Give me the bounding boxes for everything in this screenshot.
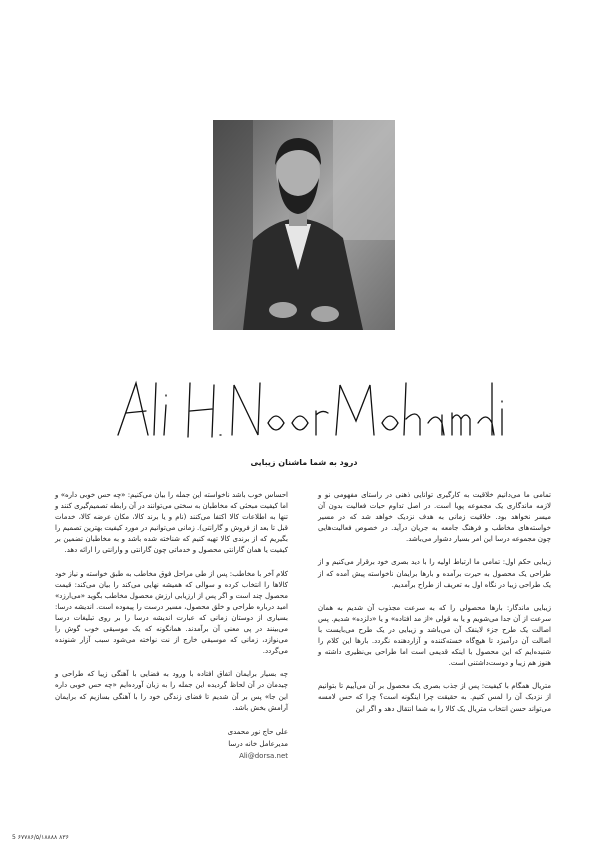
article-column-left	[55, 490, 288, 762]
paragraph: کلام آخر با مخاطب: پس از طی مراحل فوق مخاطب به طبق خواسته و نیاز خود کالاها را انتخاب کرده و سوالی که همیشه نهایی می‌کند را بیان می‌کند: قیمت محصول چند است و اگر پس از ارزیابی ارزش محصول مخاطب بگوید «می‌ارزد» امید درباره طراحی و خلق محصول، مسیر درست را پیموده است. اندیشه درسا: بسیاری از دوستان زمانی که عبارت اندیشه درسا را بر روی تبلیغات درسا می‌بینند در پی معنی آن برآمدند. همانگونه که یک موسیقی خوب گوش را می‌نوازد، زمانی که موسیقی خارج از نت نواخته می‌شود سبب آزار شنونده می‌گردد.	[55, 569, 288, 656]
paragraph: زیبایی ماندگار: بارها محصولی را که به سرعت مجذوب آن شدیم به همان سرعت از آن جدا می‌شویم و یا به قولی «از مد افتاده» و یا «دلزده» شدیم. پس اصالت یک طرح جزء لاینفک آن می‌باشد و زیبایی در یک طرح می‌بایست با اصالت آن درآمیزد تا هیچ‌گاه خسته‌کننده و آزاردهنده نگردد. بارها این کلام را شنیده‌ایم که این محصول با اینکه قدیمی است اما طراحی بی‌نظیری داشته و هنوز هم زیبا و دوست‌داشتنی است.	[318, 603, 551, 668]
paragraph: متریال همگام با کیفیت: پس از جذب بصری یک محصول بر آن می‌آییم تا بتوانیم از نزدیک آن را لمس کنیم. به حقیقت چرا اینگونه است؟ چرا که حس لامسه می‌تواند حسن انتخاب متریال یک کالا را به شما انتقال دهد و اگر این	[318, 682, 551, 713]
greeting: درود به شما ماشنان زیبایی	[250, 458, 358, 467]
paragraph: زیبایی حکم اول: تمامی ما ارتباط اولیه را با دید بصری خود برقرار می‌کنیم و از طراحی یک محصول به حیرت برآمده و بارها برایمان ناخواسته پیش آمده که از یک طراحی زیبا در نگاه اول به تعریف از طراح برآمدیم.	[318, 558, 551, 589]
paragraph: چه بسیار برایمان اتفاق افتاده با ورود به فضایی با آهنگی زیبا که طراحی و چیدمان در آن لحاظ گردیده این جمله را به زبان آورده‌ایم «چه حس خوبی داره این جا» پس بر آن شدیم تا فضای زندگی خود را با آهنگی بسازیم که برایمان آرامش بخش باشد.	[55, 670, 288, 712]
paragraph: تمامی ما می‌دانیم خلاقیت به کارگیری توانایی ذهنی در راستای مفهومی نو و لازمه ماندگاری یک مجموعه پویا است. در اصل تداوم حیات فعالیت بدون آن میسر نخواهد بود. خلاقیت زمانی به هدف نزدیک خواهد شد که در مسیر خواسته‌های مخاطب و فرهنگ جامعه به جریان درآید. در خصوص فعالیت‌هایی چون مجموعه درسا این امر بسیار دشوار می‌باشد.	[318, 491, 551, 544]
author-name: علی حاج نور محمدی	[227, 727, 288, 736]
article-column-right	[318, 490, 551, 727]
portrait-photo	[213, 120, 395, 330]
paragraph: احساس خوب باشد ناخواسته این جمله را بیان می‌کنیم: «چه حس خوبی داره» و اما کیفیت مبحثی که مخاطبان به سختی می‌توانند در آن رابطه تصمیم‌گیری کنند و تنها به اطلاعات کالا اکتفا می‌کنند (نام و یا برند کالا، مکان عرضه کالا، خدمات قبل تا بعد از فروش و گارانتی). زمانی می‌توانیم در مورد کیفیت بهترین تصمیم را بگیریم که از برندی کالا تهیه کنیم که شناخته شده باشد و به مخاطبان تضمین بر کیفیت یا همان گارانتی محصول و خدماتی چون گارانتی و وارانتی را ارائه دهد.	[55, 491, 288, 555]
signature	[108, 375, 508, 445]
author-signature	[55, 726, 288, 762]
author-email: Ali@dorsa.net	[239, 751, 288, 760]
page-footer: 5 ۶۷۷۸۶/۵/۱۸۸۸۸ ۸۳۶	[12, 834, 69, 841]
author-title: مدیرعامل خانه درسا	[228, 739, 288, 748]
